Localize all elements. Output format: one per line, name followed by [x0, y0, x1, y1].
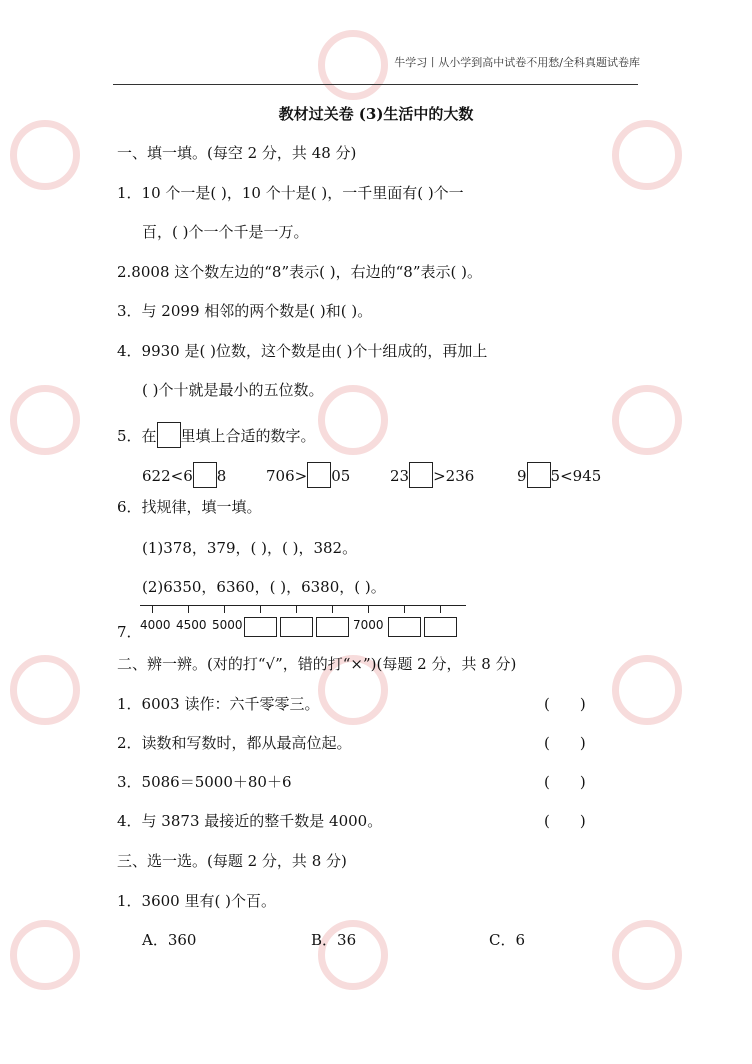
choice-question-1: 1．3600 里有( )个百。: [117, 892, 276, 910]
question-4-line1: 4．9930 是( )位数，这个数是由( )个十组成的，再加上: [117, 342, 488, 360]
question-5-prefix: 5．在: [117, 427, 157, 445]
section2-heading: 二、辨一辨。(对的打“√”，错的打“×”)(每题 2 分，共 8 分): [117, 655, 517, 673]
tick: [296, 605, 297, 613]
question-7-number: 7．: [117, 623, 142, 641]
choice-option-b[interactable]: B．36: [311, 931, 357, 949]
question-5-item: [142, 462, 226, 488]
question-6-part1: (1)378，379，( )，( )，382。: [142, 539, 358, 557]
question-1-line1: 1．10 个一是( )，10 个十是( )，一千里面有( )个一: [117, 184, 464, 202]
question-3: 3．与 2099 相邻的两个数是( )和( )。: [117, 302, 373, 320]
tick: [224, 605, 225, 613]
header-source: 牛学习丨从小学到高中试卷不用愁/全科真题试卷库: [394, 56, 640, 69]
item-text: 05: [331, 467, 351, 485]
tick: [188, 605, 189, 613]
question-5-suffix: 里填上合适的数字。: [180, 427, 316, 445]
tick: [404, 605, 405, 613]
number-line-label: 4000: [140, 618, 171, 632]
answer-paren[interactable]: ( ): [544, 734, 586, 752]
answer-box[interactable]: [409, 462, 433, 488]
watermark-logo: [318, 30, 388, 100]
watermark-logo: [10, 655, 80, 725]
tick: [440, 605, 441, 613]
judge-item: 3．5086＝5000＋80＋6: [117, 773, 292, 791]
question-6: 6．找规律，填一填。: [117, 498, 262, 516]
watermark-logo: [318, 385, 388, 455]
answer-paren[interactable]: ( ): [544, 773, 586, 791]
watermark-logo: [10, 385, 80, 455]
number-line-answer-box[interactable]: [316, 617, 349, 637]
question-5-item: [266, 462, 350, 488]
watermark-logo: [612, 385, 682, 455]
answer-paren[interactable]: ( ): [544, 695, 586, 713]
item-text: 5<945: [550, 467, 602, 485]
number-line-answer-box[interactable]: [280, 617, 313, 637]
question-2: 2.8008 这个数左边的“8”表示( )，右边的“8”表示( )。: [117, 263, 482, 281]
number-line-answer-box[interactable]: [424, 617, 457, 637]
answer-box[interactable]: [193, 462, 217, 488]
answer-box[interactable]: [527, 462, 551, 488]
question-5-item: [390, 462, 474, 488]
header-divider: [113, 84, 638, 85]
answer-box[interactable]: [157, 422, 181, 448]
item-text: 8: [216, 467, 227, 485]
item-text: 622<6: [142, 467, 193, 485]
tick: [260, 605, 261, 613]
number-line-answer-box[interactable]: [244, 617, 277, 637]
number-line-answer-box[interactable]: [388, 617, 421, 637]
judge-item: 4．与 3873 最接近的整千数是 4000。: [117, 812, 383, 830]
choice-option-a[interactable]: A．360: [142, 931, 197, 949]
question-5-item: [517, 462, 601, 488]
item-text: 706>: [266, 467, 308, 485]
question-1-line2: 百，( )个一个千是一万。: [142, 223, 309, 241]
watermark-logo: [612, 655, 682, 725]
tick: [368, 605, 369, 613]
number-line: [140, 605, 466, 637]
question-6-part2: (2)6350，6360，( )，6380，( )。: [142, 578, 386, 596]
answer-paren[interactable]: ( ): [544, 812, 586, 830]
tick: [332, 605, 333, 613]
item-text: 23: [390, 467, 410, 485]
choice-option-c[interactable]: C．6: [489, 931, 526, 949]
section1-heading: 一、填一填。(每空 2 分，共 48 分): [117, 144, 357, 162]
watermark-logo: [10, 120, 80, 190]
page-title: 教材过关卷 (3)生活中的大数: [278, 105, 474, 123]
watermark-logo: [612, 120, 682, 190]
item-text: >236: [433, 467, 475, 485]
watermark-logo: [612, 920, 682, 990]
judge-item: 2．读数和写数时，都从最高位起。: [117, 734, 352, 752]
item-text: 9: [517, 467, 527, 485]
number-line-label: 4500: [176, 618, 207, 632]
number-line-label: 5000: [212, 618, 243, 632]
question-5: [117, 422, 316, 448]
number-line-label: 7000: [353, 618, 384, 632]
question-4-line2: ( )个十就是最小的五位数。: [142, 381, 324, 399]
watermark-logo: [10, 920, 80, 990]
section3-heading: 三、选一选。(每题 2 分，共 8 分): [117, 852, 347, 870]
answer-box[interactable]: [307, 462, 331, 488]
tick: [152, 605, 153, 613]
judge-item: 1．6003 读作：六千零零三。: [117, 695, 320, 713]
